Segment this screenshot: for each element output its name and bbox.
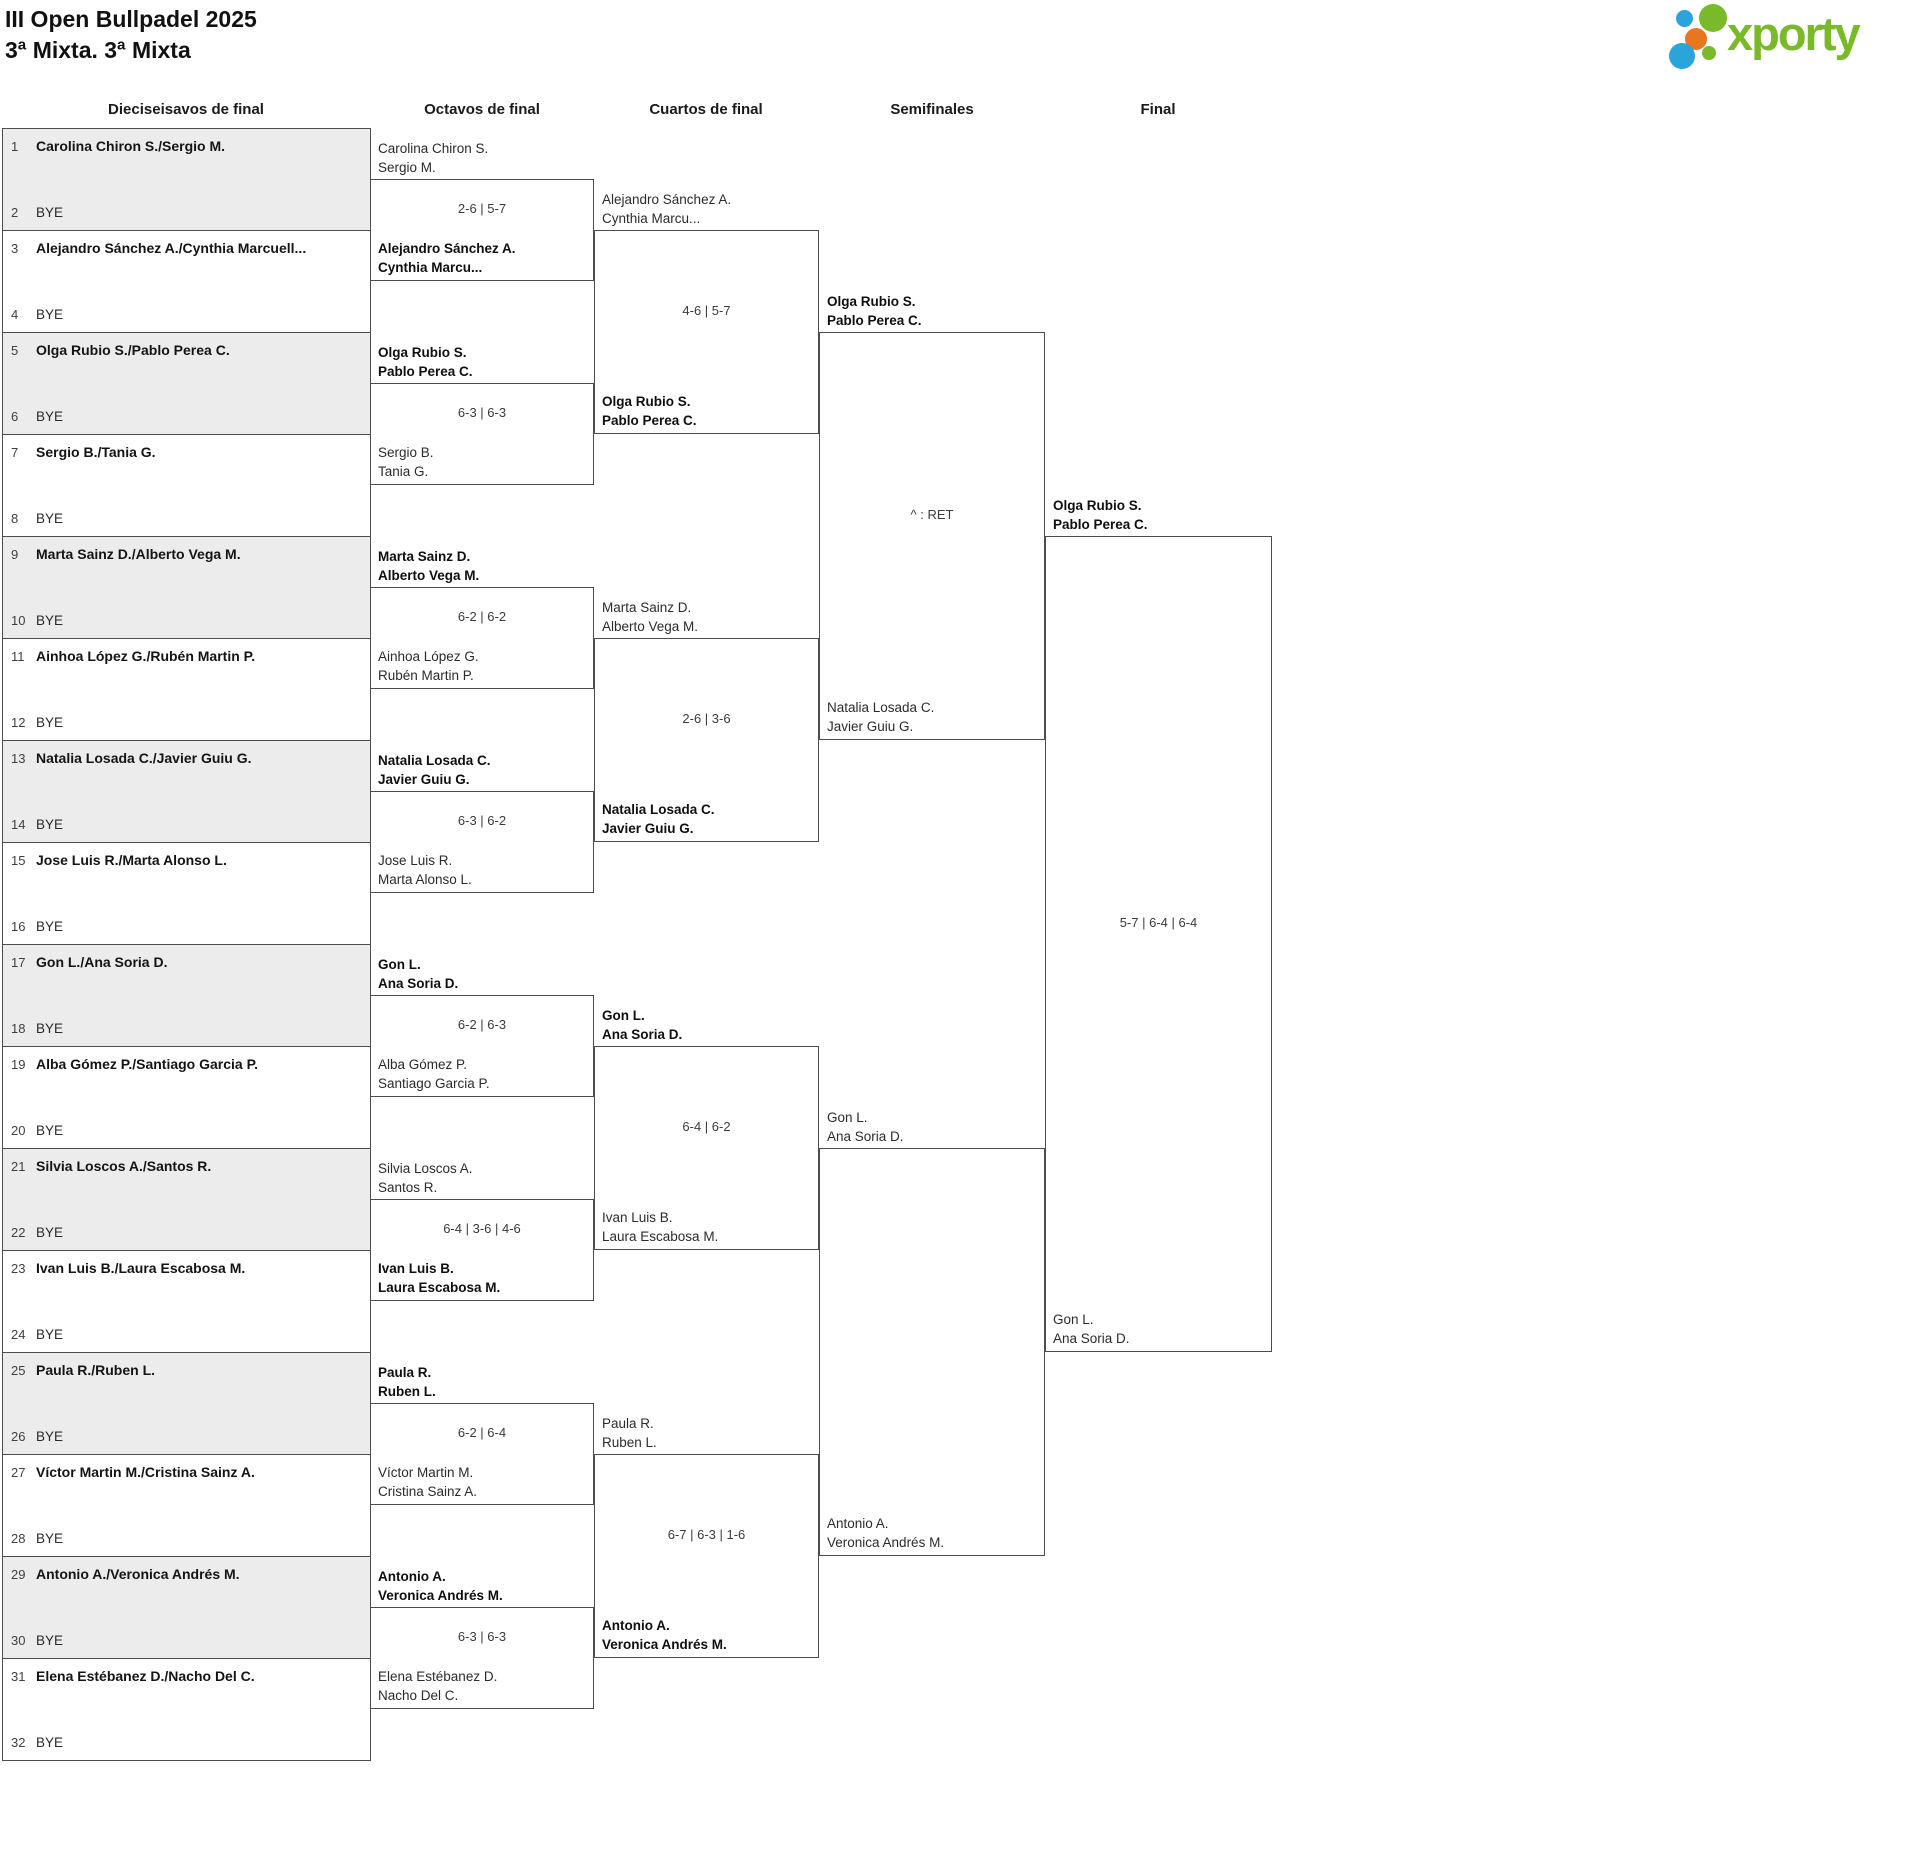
team-line: Santos R. — [378, 1180, 438, 1195]
bracket-slot — [3, 1158, 370, 1176]
r32-match-box — [2, 230, 371, 333]
team-entry — [602, 1414, 815, 1452]
r32-match-box — [2, 842, 371, 945]
match-score: 2-6 | 3-6 — [682, 711, 731, 726]
team-line: Pablo Perea C. — [378, 364, 473, 379]
slot-team-name: Natalia Losada C./Javier Guiu G. — [36, 750, 252, 766]
r32-match-box — [2, 740, 371, 843]
slot-team-name: Elena Estébanez D./Nacho Del C. — [36, 1668, 255, 1684]
slot-number: 17 — [11, 955, 26, 970]
bracket-slot — [3, 714, 370, 732]
team-line: Alberto Vega M. — [602, 619, 699, 634]
team-line: Santiago Garcia P. — [378, 1076, 490, 1091]
team-entry — [827, 1514, 1041, 1552]
r32-match-box — [2, 944, 371, 1047]
bracket-slot — [3, 1530, 370, 1548]
slot-number: 14 — [11, 817, 26, 832]
bracket-slot — [3, 648, 370, 666]
slot-number: 6 — [11, 409, 19, 424]
bracket-slot — [3, 816, 370, 834]
team-line: Alejandro Sánchez A. — [602, 192, 732, 207]
slot-bye: BYE — [36, 1225, 64, 1240]
match-score: 6-3 | 6-2 — [457, 813, 507, 828]
slot-bye: BYE — [36, 1123, 64, 1138]
bracket-slot — [3, 1464, 370, 1482]
page-title: III Open Bullpadel 2025 — [5, 6, 257, 32]
team-line: Rubén Martin P. — [378, 668, 474, 683]
team-line: Carolina Chiron S. — [378, 141, 489, 156]
team-line: Antonio A. — [378, 1569, 446, 1584]
team-line: Silvia Loscos A. — [378, 1161, 473, 1176]
team-line: Tania G. — [378, 464, 429, 479]
slot-number: 28 — [11, 1531, 26, 1546]
team-line: Javier Guiu G. — [602, 821, 694, 836]
team-line: Veronica Andrés M. — [378, 1588, 503, 1603]
team-entry — [378, 547, 590, 585]
slot-number: 10 — [11, 613, 26, 628]
match-score: 6-4 | 6-2 — [682, 1119, 731, 1134]
bracket-slot — [3, 954, 370, 972]
team-entry — [602, 598, 815, 636]
slot-number: 19 — [11, 1057, 26, 1072]
team-line: Sergio B. — [378, 445, 434, 460]
team-entry — [378, 1463, 590, 1501]
team-line: Ivan Luis B. — [378, 1261, 454, 1276]
bracket-slot — [3, 1326, 370, 1344]
slot-number: 2 — [11, 205, 19, 220]
team-line: Gon L. — [1053, 1312, 1094, 1327]
team-line: Laura Escabosa M. — [378, 1280, 501, 1295]
bracket-slot — [3, 1224, 370, 1242]
slot-number: 23 — [11, 1261, 26, 1276]
team-line: Marta Alonso L. — [378, 872, 472, 887]
team-entry — [378, 1159, 590, 1197]
bracket-slot — [3, 1632, 370, 1650]
slot-number: 25 — [11, 1363, 26, 1378]
slot-team-name: Olga Rubio S./Pablo Perea C. — [36, 342, 230, 358]
team-line: Cynthia Marcu... — [602, 211, 701, 226]
team-line: Javier Guiu G. — [827, 719, 914, 734]
r32-match-box — [2, 1352, 371, 1455]
bracket-slot — [3, 1668, 370, 1686]
team-entry — [827, 698, 1041, 736]
slot-team-name: Sergio B./Tania G. — [36, 444, 156, 460]
team-line: Olga Rubio S. — [378, 345, 467, 360]
slot-number: 32 — [11, 1735, 26, 1750]
slot-team-name: Víctor Martin M./Cristina Sainz A. — [36, 1464, 255, 1480]
slot-bye: BYE — [36, 1429, 64, 1444]
bracket-slot — [3, 510, 370, 528]
slot-team-name: Antonio A./Veronica Andrés M. — [36, 1566, 240, 1582]
bracket-slot — [3, 546, 370, 564]
team-entry — [378, 239, 590, 277]
team-line: Ana Soria D. — [1053, 1331, 1130, 1346]
slot-team-name: Ivan Luis B./Laura Escabosa M. — [36, 1260, 246, 1276]
match-box-semifinales — [819, 332, 1045, 740]
slot-number: 21 — [11, 1159, 26, 1174]
bracket-slot — [3, 1428, 370, 1446]
team-line: Cynthia Marcu... — [378, 260, 483, 275]
slot-team-name: Gon L./Ana Soria D. — [36, 954, 168, 970]
logo-dot-blue-large — [1669, 43, 1695, 69]
page-subtitle: 3ª Mixta. 3ª Mixta — [5, 37, 191, 63]
team-line: Ruben L. — [602, 1435, 657, 1450]
slot-number: 31 — [11, 1669, 26, 1684]
team-entry — [1053, 496, 1268, 534]
slot-number: 9 — [11, 547, 19, 562]
slot-number: 22 — [11, 1225, 26, 1240]
slot-team-name: Carolina Chiron S./Sergio M. — [36, 138, 226, 154]
team-entry — [602, 392, 815, 430]
slot-bye: BYE — [36, 1327, 64, 1342]
bracket-slot — [3, 342, 370, 360]
team-entry — [378, 955, 590, 993]
bracket-slot — [3, 1566, 370, 1584]
team-line: Natalia Losada C. — [827, 700, 935, 715]
match-box-semifinales — [819, 1148, 1045, 1556]
bracket-slot — [3, 750, 370, 768]
team-entry — [378, 1567, 590, 1605]
team-line: Laura Escabosa M. — [602, 1229, 719, 1244]
team-line: Pablo Perea C. — [602, 413, 697, 428]
team-line: Pablo Perea C. — [827, 313, 922, 328]
bracket-slot — [3, 204, 370, 222]
bracket-slot — [3, 852, 370, 870]
team-entry — [602, 1006, 815, 1044]
slot-number: 13 — [11, 751, 26, 766]
team-line: Gon L. — [602, 1008, 645, 1023]
bracket-slot — [3, 1056, 370, 1074]
match-box-final — [1045, 536, 1272, 1352]
round-header-2: Cuartos de final — [649, 101, 763, 118]
team-line: Jose Luis R. — [378, 853, 453, 868]
title-block — [5, 4, 257, 66]
r32-match-box — [2, 1454, 371, 1557]
slot-number: 8 — [11, 511, 19, 526]
slot-number: 12 — [11, 715, 26, 730]
slot-number: 1 — [11, 139, 19, 154]
team-entry — [602, 190, 815, 228]
slot-number: 18 — [11, 1021, 26, 1036]
team-entry — [602, 1208, 815, 1246]
bracket-slot — [3, 306, 370, 324]
team-line: Alejandro Sánchez A. — [378, 241, 516, 256]
slot-number: 16 — [11, 919, 26, 934]
r32-match-box — [2, 536, 371, 639]
team-entry — [378, 1667, 590, 1705]
team-line: Marta Sainz D. — [378, 549, 471, 564]
team-entry — [602, 1616, 815, 1654]
bracket-slot — [3, 1260, 370, 1278]
team-line: Ana Soria D. — [378, 976, 459, 991]
slot-bye: BYE — [36, 307, 64, 322]
bracket-slot — [3, 1020, 370, 1038]
match-score: 6-4 | 3-6 | 4-6 — [443, 1221, 521, 1236]
slot-team-name: Silvia Loscos A./Santos R. — [36, 1158, 212, 1174]
slot-bye: BYE — [36, 1735, 64, 1750]
team-line: Natalia Losada C. — [378, 753, 491, 768]
team-entry — [602, 800, 815, 838]
match-score: 5-7 | 6-4 | 6-4 — [1119, 915, 1198, 930]
team-entry — [378, 343, 590, 381]
team-entry — [378, 1055, 590, 1093]
r32-match-box — [2, 332, 371, 435]
slot-number: 20 — [11, 1123, 26, 1138]
slot-number: 29 — [11, 1567, 26, 1582]
slot-number: 11 — [11, 649, 25, 664]
slot-team-name: Alejandro Sánchez A./Cynthia Marcuell... — [36, 240, 307, 256]
match-score: 6-7 | 6-3 | 1-6 — [667, 1527, 746, 1542]
team-entry — [378, 647, 590, 685]
team-line: Paula R. — [378, 1365, 432, 1380]
match-score — [819, 1322, 1045, 1340]
team-entry — [378, 851, 590, 889]
bracket-slot — [3, 408, 370, 426]
team-entry — [378, 751, 590, 789]
slot-bye: BYE — [36, 1021, 64, 1036]
team-line: Antonio A. — [827, 1516, 889, 1531]
team-line: Alberto Vega M. — [378, 568, 480, 583]
r32-match-box — [2, 128, 371, 231]
slot-number: 26 — [11, 1429, 26, 1444]
team-entry — [378, 443, 590, 481]
team-line: Pablo Perea C. — [1053, 517, 1148, 532]
slot-team-name: Ainhoa López G./Rubén Martin P. — [36, 648, 256, 664]
match-score: 6-3 | 6-3 — [457, 1629, 507, 1644]
bracket-slot — [3, 138, 370, 156]
team-line: Antonio A. — [602, 1618, 670, 1633]
slot-bye: BYE — [36, 409, 64, 424]
slot-bye: BYE — [36, 205, 64, 220]
team-line: Ivan Luis B. — [602, 1210, 673, 1225]
team-line: Ainhoa López G. — [378, 649, 479, 664]
team-line: Nacho Del C. — [378, 1688, 459, 1703]
r32-match-box — [2, 1556, 371, 1659]
bracket-slot — [3, 1734, 370, 1752]
bracket-slot — [3, 1362, 370, 1380]
r32-match-box — [2, 1046, 371, 1149]
match-score: 6-2 | 6-3 — [457, 1017, 507, 1032]
bracket-slot — [3, 240, 370, 258]
slot-bye: BYE — [36, 919, 64, 934]
slot-team-name: Paula R./Ruben L. — [36, 1362, 156, 1378]
slot-number: 3 — [11, 241, 19, 256]
slot-number: 7 — [11, 445, 19, 460]
team-line: Natalia Losada C. — [602, 802, 715, 817]
team-line: Olga Rubio S. — [827, 294, 916, 309]
slot-team-name: Alba Gómez P./Santiago Garcia P. — [36, 1056, 259, 1072]
team-line: Ana Soria D. — [827, 1129, 904, 1144]
team-line: Olga Rubio S. — [602, 394, 691, 409]
round-header-4: Final — [1140, 101, 1176, 118]
team-line: Veronica Andrés M. — [602, 1637, 727, 1652]
slot-bye: BYE — [36, 1633, 64, 1648]
logo-dot-green-small — [1702, 46, 1716, 60]
round-header-1: Octavos de final — [424, 101, 540, 118]
slot-bye: BYE — [36, 1531, 64, 1546]
slot-team-name: Marta Sainz D./Alberto Vega M. — [36, 546, 241, 562]
slot-number: 4 — [11, 307, 19, 322]
match-score: 6-3 | 6-3 — [457, 405, 507, 420]
r32-match-box — [2, 1250, 371, 1353]
team-line: Alba Gómez P. — [378, 1057, 468, 1072]
slot-number: 27 — [11, 1465, 26, 1480]
team-line: Marta Sainz D. — [602, 600, 692, 615]
bracket-slot — [3, 1122, 370, 1140]
logo-dot-blue-small — [1676, 10, 1693, 27]
team-line: Javier Guiu G. — [378, 772, 470, 787]
match-score: ^ : RET — [910, 507, 954, 522]
slot-number: 5 — [11, 343, 19, 358]
team-entry — [827, 292, 1041, 330]
match-score: 2-6 | 5-7 — [457, 201, 507, 216]
team-entry — [1053, 1310, 1268, 1348]
slot-bye: BYE — [36, 817, 64, 832]
slot-team-name: Jose Luis R./Marta Alonso L. — [36, 852, 227, 868]
slot-bye: BYE — [36, 715, 64, 730]
slot-number: 15 — [11, 853, 26, 868]
round-header-3: Semifinales — [890, 101, 974, 118]
team-entry — [378, 1363, 590, 1401]
bracket-slot — [3, 918, 370, 936]
r32-match-box — [2, 434, 371, 537]
team-line: Ruben L. — [378, 1384, 436, 1399]
team-line: Cristina Sainz A. — [378, 1484, 478, 1499]
match-score: 6-2 | 6-4 — [457, 1425, 507, 1440]
slot-number: 24 — [11, 1327, 26, 1342]
team-line: Elena Estébanez D. — [378, 1669, 498, 1684]
match-score: 6-2 | 6-2 — [457, 609, 507, 624]
team-line: Gon L. — [827, 1110, 868, 1125]
team-line: Ana Soria D. — [602, 1027, 683, 1042]
team-line: Gon L. — [378, 957, 421, 972]
slot-bye: BYE — [36, 613, 64, 628]
team-entry — [378, 139, 590, 177]
match-score: 4-6 | 5-7 — [682, 303, 731, 318]
logo-text: xporty — [1727, 7, 1859, 60]
team-line: Sergio M. — [378, 160, 436, 175]
r32-match-box — [2, 1658, 371, 1761]
bracket-slot — [3, 612, 370, 630]
team-line: Olga Rubio S. — [1053, 498, 1142, 513]
team-line: Veronica Andrés M. — [827, 1535, 945, 1550]
slot-bye: BYE — [36, 511, 64, 526]
team-line: Paula R. — [602, 1416, 654, 1431]
round-header-0: Dieciseisavos de final — [108, 101, 264, 118]
bracket-slot — [3, 444, 370, 462]
slot-number: 30 — [11, 1633, 26, 1648]
team-entry — [827, 1108, 1041, 1146]
r32-match-box — [2, 1148, 371, 1251]
logo-dot-green-large — [1699, 4, 1727, 32]
r32-match-box — [2, 638, 371, 741]
team-entry — [378, 1259, 590, 1297]
team-line: Víctor Martin M. — [378, 1465, 474, 1480]
